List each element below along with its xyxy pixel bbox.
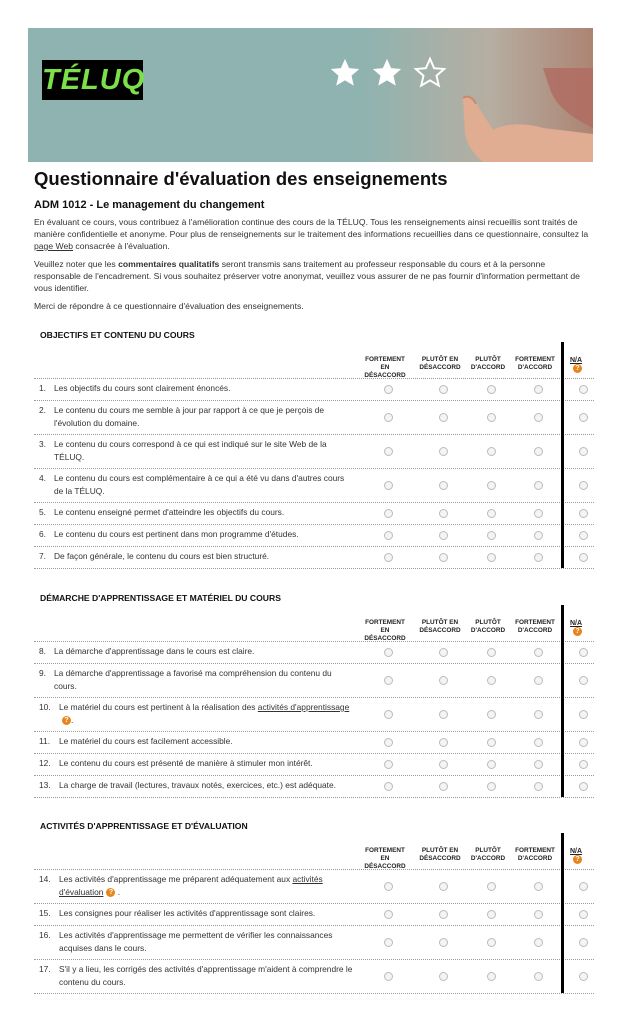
radio-option-1[interactable] [384,938,393,947]
glossary-link[interactable]: activités d'évaluation [59,874,323,897]
radio-option-4[interactable] [534,553,543,562]
radio-na[interactable] [579,782,588,791]
column-header-c4: FORTEMENT D'ACCORD [515,847,555,862]
intro-paragraph-3: Merci de répondre à ce questionnaire d'évaluation des enseignements. [34,301,304,311]
radio-option-2[interactable] [439,938,448,947]
question-text: La démarche d'apprentissage dans le cours est claire. [54,646,255,656]
question-text: Les activités d'apprentissage me permettent de vérifier les connaissances acquises dans le cours. [59,930,333,953]
question-number: 16. [39,930,51,940]
question-number: 11. [39,736,51,746]
question-number: 17. [39,964,51,974]
radio-na[interactable] [579,413,588,422]
question-text: Le contenu du cours est complémentaire à ce qui a été vu dans d'autres cours de la TÉLUQ. [54,473,345,496]
radio-na[interactable] [579,676,588,685]
radio-na[interactable] [579,531,588,540]
na-column-divider [561,342,564,568]
question-number: 14. [39,874,51,884]
radio-option-3[interactable] [487,710,496,719]
course-title: ADM 1012 - Le management du changement [34,199,265,211]
question-number: 3. [39,439,46,449]
evaluation-page-link[interactable]: page Web [34,241,74,251]
question-number: 8. [39,646,46,656]
na-column-divider [561,605,564,797]
radio-option-4[interactable] [534,531,543,540]
radio-option-1[interactable] [384,553,393,562]
radio-na[interactable] [579,385,588,394]
radio-option-3[interactable] [487,648,496,657]
column-header-c2: PLUTÔT EN DÉSACCORD [419,356,461,371]
question-number: 6. [39,529,46,539]
question-number: 1. [39,383,46,393]
question-text: Les objectifs du cours sont clairement énoncés. [54,383,231,393]
question-row [34,697,594,732]
question-text: Les activités d'apprentissage me préparent adéquatement aux activités d'évaluation ? . [59,874,323,897]
question-row [34,903,594,926]
question-row [34,378,594,401]
help-icon[interactable]: ? [573,364,582,373]
radio-option-2[interactable] [439,782,448,791]
column-header-c1: FORTEMENT EN DÉSACCORD [364,619,406,642]
radio-option-1[interactable] [384,447,393,456]
question-number: 13. [39,780,51,790]
radio-option-4[interactable] [534,882,543,891]
intro-paragraph-1: En évaluant ce cours, vous contribuez à l'amélioration continue des cours de la TÉLUQ. Tous les renseignements ainsi recueillis sont traités de manière confidentielle et anonyme. Pour plus de renseignements sur le traitement des informations recueillies dans ce questionnaire, consultez la page Web consacrée à l'évaluation. [34,217,589,251]
radio-na[interactable] [579,447,588,456]
radio-option-4[interactable] [534,676,543,685]
radio-option-2[interactable] [439,910,448,919]
section-title: OBJECTIFS ET CONTENU DU COURS [40,330,195,340]
question-row [34,869,594,904]
column-header-c3: PLUTÔT D'ACCORD [470,619,506,634]
na-column-header [570,620,594,636]
na-label: N/A [570,620,583,627]
question-text: S'il y a lieu, les corrigés des activités d'apprentissage m'aident à comprendre le contenu du cours. [59,964,353,987]
help-icon[interactable]: ? [106,888,115,897]
question-row [34,775,594,798]
radio-option-2[interactable] [439,648,448,657]
radio-option-1[interactable] [384,760,393,769]
radio-option-4[interactable] [534,972,543,981]
column-header-c1: FORTEMENT EN DÉSACCORD [364,356,406,379]
radio-option-3[interactable] [487,413,496,422]
radio-na[interactable] [579,760,588,769]
radio-option-4[interactable] [534,710,543,719]
question-row [34,524,594,547]
radio-option-1[interactable] [384,710,393,719]
radio-na[interactable] [579,972,588,981]
radio-option-1[interactable] [384,882,393,891]
radio-option-3[interactable] [487,782,496,791]
intro-text [34,216,594,318]
radio-option-3[interactable] [487,760,496,769]
radio-option-2[interactable] [439,509,448,518]
radio-option-3[interactable] [487,509,496,518]
question-number: 4. [39,473,46,483]
radio-option-2[interactable] [439,676,448,685]
help-icon[interactable]: ? [573,855,582,864]
radio-option-1[interactable] [384,648,393,657]
column-header-c2: PLUTÔT EN DÉSACCORD [419,847,461,862]
question-text: Le contenu du cours est présenté de manière à stimuler mon intérêt. [59,758,313,768]
section-title: ACTIVITÉS D'APPRENTISSAGE ET D'ÉVALUATION [40,821,248,831]
radio-option-4[interactable] [534,509,543,518]
radio-na[interactable] [579,910,588,919]
radio-option-3[interactable] [487,676,496,685]
radio-option-2[interactable] [439,710,448,719]
column-header-c3: PLUTÔT D'ACCORD [470,847,506,862]
star-filled-icon [370,56,404,90]
radio-option-1[interactable] [384,413,393,422]
question-text: Le contenu enseigné permet d'atteindre les objectifs du cours. [54,507,285,517]
radio-option-1[interactable] [384,910,393,919]
radio-option-4[interactable] [534,648,543,657]
question-number: 15. [39,908,51,918]
question-row [34,731,594,754]
radio-option-3[interactable] [487,447,496,456]
question-text: La charge de travail (lectures, travaux notés, exercices, etc.) est adéquate. [59,780,336,790]
column-header-c4: FORTEMENT D'ACCORD [515,619,555,634]
question-number: 7. [39,551,46,561]
radio-option-4[interactable] [534,782,543,791]
radio-option-3[interactable] [487,910,496,919]
column-header-c2: PLUTÔT EN DÉSACCORD [419,619,461,634]
na-label: N/A [570,848,583,855]
radio-option-2[interactable] [439,481,448,490]
question-text: De façon générale, le contenu du cours est bien structuré. [54,551,270,561]
page-title: Questionnaire d'évaluation des enseignements [34,168,448,189]
question-row [34,959,594,994]
radio-na[interactable] [579,738,588,747]
radio-option-1[interactable] [384,509,393,518]
question-row [34,502,594,525]
radio-na[interactable] [579,710,588,719]
question-text: Les consignes pour réaliser les activités d'apprentissage sont claires. [59,908,316,918]
radio-option-1[interactable] [384,782,393,791]
column-header-c4: FORTEMENT D'ACCORD [515,356,555,371]
star-filled-icon [328,56,362,90]
question-number: 9. [39,668,46,678]
radio-option-4[interactable] [534,385,543,394]
question-text: Le contenu du cours me semble à jour par rapport à ce que je perçois de l'évolution du domaine. [54,405,325,428]
radio-option-1[interactable] [384,531,393,540]
radio-option-1[interactable] [384,385,393,394]
radio-option-3[interactable] [487,385,496,394]
na-column-header [570,848,594,864]
question-row [34,663,594,698]
radio-option-4[interactable] [534,413,543,422]
radio-option-4[interactable] [534,938,543,947]
radio-option-1[interactable] [384,972,393,981]
radio-option-4[interactable] [534,738,543,747]
glossary-link[interactable]: activités d'apprentissage [257,702,350,712]
teluq-logo[interactable] [42,60,146,100]
radio-na[interactable] [579,882,588,891]
radio-option-2[interactable] [439,972,448,981]
help-icon[interactable]: ? [62,716,71,725]
radio-option-1[interactable] [384,676,393,685]
help-icon[interactable]: ? [573,627,582,636]
question-number: 10. [39,702,51,712]
question-text: La démarche d'apprentissage a favorisé ma compréhension du contenu du cours. [54,668,332,691]
question-number: 5. [39,507,46,517]
question-row [34,925,594,960]
radio-option-3[interactable] [487,738,496,747]
radio-option-3[interactable] [487,531,496,540]
radio-option-2[interactable] [439,447,448,456]
question-row [34,468,594,503]
radio-na[interactable] [579,553,588,562]
pointing-hand-illustration [423,68,593,162]
radio-na[interactable] [579,481,588,490]
radio-option-2[interactable] [439,882,448,891]
radio-option-3[interactable] [487,481,496,490]
intro-paragraph-2: Veuillez noter que les commentaires qualitatifs seront transmis sans traitement au professeur responsable du cours et à la personne responsable de l'encadrement. Si vous souhaitez préserver votre anonymat, veuillez vous assurer de ne pas fournir d'information permettant de vous identifier. [34,259,580,293]
question-text: Le contenu du cours est pertinent dans mon programme d'études. [54,529,299,539]
radio-option-3[interactable] [487,972,496,981]
question-number: 12. [39,758,51,768]
na-column-divider [561,833,564,993]
radio-option-3[interactable] [487,553,496,562]
radio-option-2[interactable] [439,385,448,394]
radio-option-2[interactable] [439,738,448,747]
radio-option-4[interactable] [534,447,543,456]
column-header-c3: PLUTÔT D'ACCORD [470,356,506,371]
radio-option-2[interactable] [439,760,448,769]
radio-option-4[interactable] [534,481,543,490]
column-header-c1: FORTEMENT EN DÉSACCORD [364,847,406,870]
radio-na[interactable] [579,648,588,657]
radio-na[interactable] [579,938,588,947]
question-text: Le matériel du cours est pertinent à la réalisation des activités d'apprentissage? . [59,702,350,725]
radio-option-1[interactable] [384,738,393,747]
radio-option-2[interactable] [439,413,448,422]
logo-text: TÉLUQ [42,64,146,96]
question-row [34,434,594,469]
na-label: N/A [570,357,583,364]
question-number: 2. [39,405,46,415]
radio-option-3[interactable] [487,882,496,891]
question-row [34,641,594,664]
radio-option-4[interactable] [534,760,543,769]
question-text: Le contenu du cours correspond à ce qui est indiqué sur le site Web de la TÉLUQ. [54,439,327,462]
radio-option-3[interactable] [487,938,496,947]
na-column-header [570,357,594,373]
question-row [34,546,594,569]
radio-option-2[interactable] [439,553,448,562]
question-row [34,753,594,776]
question-text: Le matériel du cours est facilement accessible. [59,736,233,746]
radio-na[interactable] [579,509,588,518]
question-row [34,400,594,435]
section-title: DÉMARCHE D'APPRENTISSAGE ET MATÉRIEL DU COURS [40,593,281,603]
header-banner [28,28,593,162]
radio-option-4[interactable] [534,910,543,919]
radio-option-1[interactable] [384,481,393,490]
radio-option-2[interactable] [439,531,448,540]
